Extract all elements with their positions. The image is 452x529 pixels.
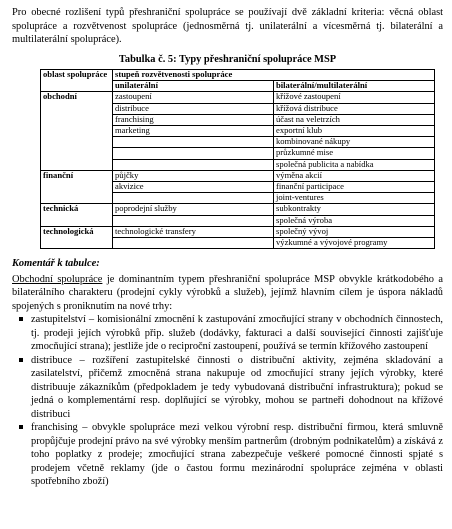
square-bullet-icon: [19, 317, 23, 321]
table-caption: Tabulka č. 5: Typy přeshraniční spolupráce MSP: [118, 53, 337, 65]
table-body: [41, 70, 435, 249]
multilateral-cell: průzkumné mise: [274, 148, 435, 159]
comment-lead-paragraph: [12, 273, 443, 314]
square-bullet-icon: [19, 358, 23, 362]
area-cell: finanční: [41, 170, 113, 181]
multilateral-cell: křížová distribuce: [274, 103, 435, 114]
unilateral-cell: technologické transfery: [113, 226, 274, 237]
area-cell: [41, 114, 113, 125]
table-row: [41, 181, 435, 192]
bullet-text: distribuce – rozšíření zastupitelské činnosti o distribuční aktivity, zejména skladování a zasilatelství, přičemž zmocněná strana nakupuje od zmocňující strany jejích výrobky, které distribuuje zákazníkům (předpokladem je tedy vybudovaná distribuční infrastruktura); pokud se jedná o komplementární resp. doplňující se výrobky, mohou se partneři dohodnout na křížové distribuci: [31, 354, 443, 420]
unilateral-cell: distribuce: [113, 103, 274, 114]
table-row: [41, 159, 435, 170]
bullet-text: franchising – obvykle spolupráce mezi velkou výrobní resp. distribuční firmou, která smluvně propůjčuje prodejní právo na své výrobky menším partnerům (drobným podnikatelům) a získává z toho poplatky z prodeje; zmocňující strana zabezpečuje veškeré pomocné činnosti spjaté s prodejem včetně reklamy (jde o častou formu mezinárodní spolupráce zejména v oblasti spotřebního zboží): [31, 422, 443, 488]
table-row: [41, 103, 435, 114]
area-cell: [41, 103, 113, 114]
table-row: [41, 204, 435, 215]
table-row: [41, 215, 435, 226]
multilateral-cell: finanční participace: [274, 181, 435, 192]
unilateral-cell: [113, 148, 274, 159]
table-header-row: [41, 70, 435, 81]
table-subheader-row: [41, 81, 435, 92]
unilateral-cell: [113, 215, 274, 226]
multilateral-cell: exportní klub: [274, 126, 435, 137]
table-row: [41, 92, 435, 103]
unilateral-cell: marketing: [113, 126, 274, 137]
area-cell: [41, 215, 113, 226]
unilateral-cell: [113, 237, 274, 248]
comment-bullet-item: [12, 313, 443, 354]
table-row: [41, 114, 435, 125]
table-row: [41, 237, 435, 248]
header-area-cell-cont: [41, 81, 113, 92]
area-cell: [41, 126, 113, 137]
unilateral-cell: [113, 159, 274, 170]
multilateral-cell: společná výroba: [274, 215, 435, 226]
comment-bullet-list: [12, 313, 443, 489]
unilateral-cell: zastoupení: [113, 92, 274, 103]
area-cell: [41, 159, 113, 170]
unilateral-cell: akvizice: [113, 181, 274, 192]
area-cell: technologická: [41, 226, 113, 237]
comment-lead-text: je dominantním typem přeshraniční spolupráce MSP obvykle krátkodobého a bilaterálního charakteru (prodejní cykly výrobků a služeb), jejímž hlavním cílem je úspora nákladů spojených s proniknutím na nové trhy:: [12, 273, 443, 312]
multilateral-cell: společný vývoj: [274, 226, 435, 237]
comment-heading: Komentář k tabulce:: [12, 258, 100, 270]
multilateral-cell: výzkumné a vývojové programy: [274, 237, 435, 248]
area-cell: [41, 237, 113, 248]
table-row: [41, 226, 435, 237]
area-cell: [41, 137, 113, 148]
table-row: [41, 126, 435, 137]
unilateral-cell: [113, 137, 274, 148]
intro-paragraph: Pro obecné rozlišení typů přeshraniční spolupráce se používají dvě základní kriteria: věcná oblast spolupráce a rozvětvenost spolupráce (jednosměrná tj. unilaterální a vícesměrná tj. bilaterální a multilaterální spolupráce).: [12, 7, 443, 46]
multilateral-cell: účast na veletrzích: [274, 114, 435, 125]
multilateral-cell: křížové zastoupení: [274, 92, 435, 103]
multilateral-cell: kombinované nákupy: [274, 137, 435, 148]
area-cell: [41, 148, 113, 159]
table-row: [41, 137, 435, 148]
cooperation-types-table: [40, 69, 435, 249]
comment-bullet-item: [12, 354, 443, 422]
area-cell: [41, 193, 113, 204]
unilateral-cell: [113, 193, 274, 204]
unilateral-cell: franchising: [113, 114, 274, 125]
header-multi-cell: bilaterální/multilaterální: [274, 81, 435, 92]
table-row: [41, 170, 435, 181]
header-uni-cell: unilaterální: [113, 81, 274, 92]
table-row: [41, 148, 435, 159]
comment-lead-underlined: Obchodní spolupráce: [12, 273, 103, 285]
area-cell: [41, 181, 113, 192]
unilateral-cell: půjčky: [113, 170, 274, 181]
area-cell: technická: [41, 204, 113, 215]
header-degree-cell: stupeň rozvětvenosti spolupráce: [113, 70, 435, 81]
unilateral-cell: poprodejní služby: [113, 204, 274, 215]
multilateral-cell: joint-ventures: [274, 193, 435, 204]
bullet-text: zastupitelství – komisionální zmocnění k zastupování zmocňující strany v obchodních činnostech, tj. prodeji jejích výrobků přip. služeb (dodávky, fakturaci a další související činnosti zajišťuje zmocňující strana); jestliže jde o reciproční zastoupení, používá se termín křížového zastoupení: [31, 314, 443, 353]
header-area-cell: oblast spolupráce: [41, 70, 113, 81]
table-row: [41, 193, 435, 204]
area-cell: obchodní: [41, 92, 113, 103]
multilateral-cell: společná publicita a nabídka: [274, 159, 435, 170]
multilateral-cell: výměna akcií: [274, 170, 435, 181]
multilateral-cell: subkontrakty: [274, 204, 435, 215]
comment-bullet-item: [12, 421, 443, 489]
square-bullet-icon: [19, 425, 23, 429]
